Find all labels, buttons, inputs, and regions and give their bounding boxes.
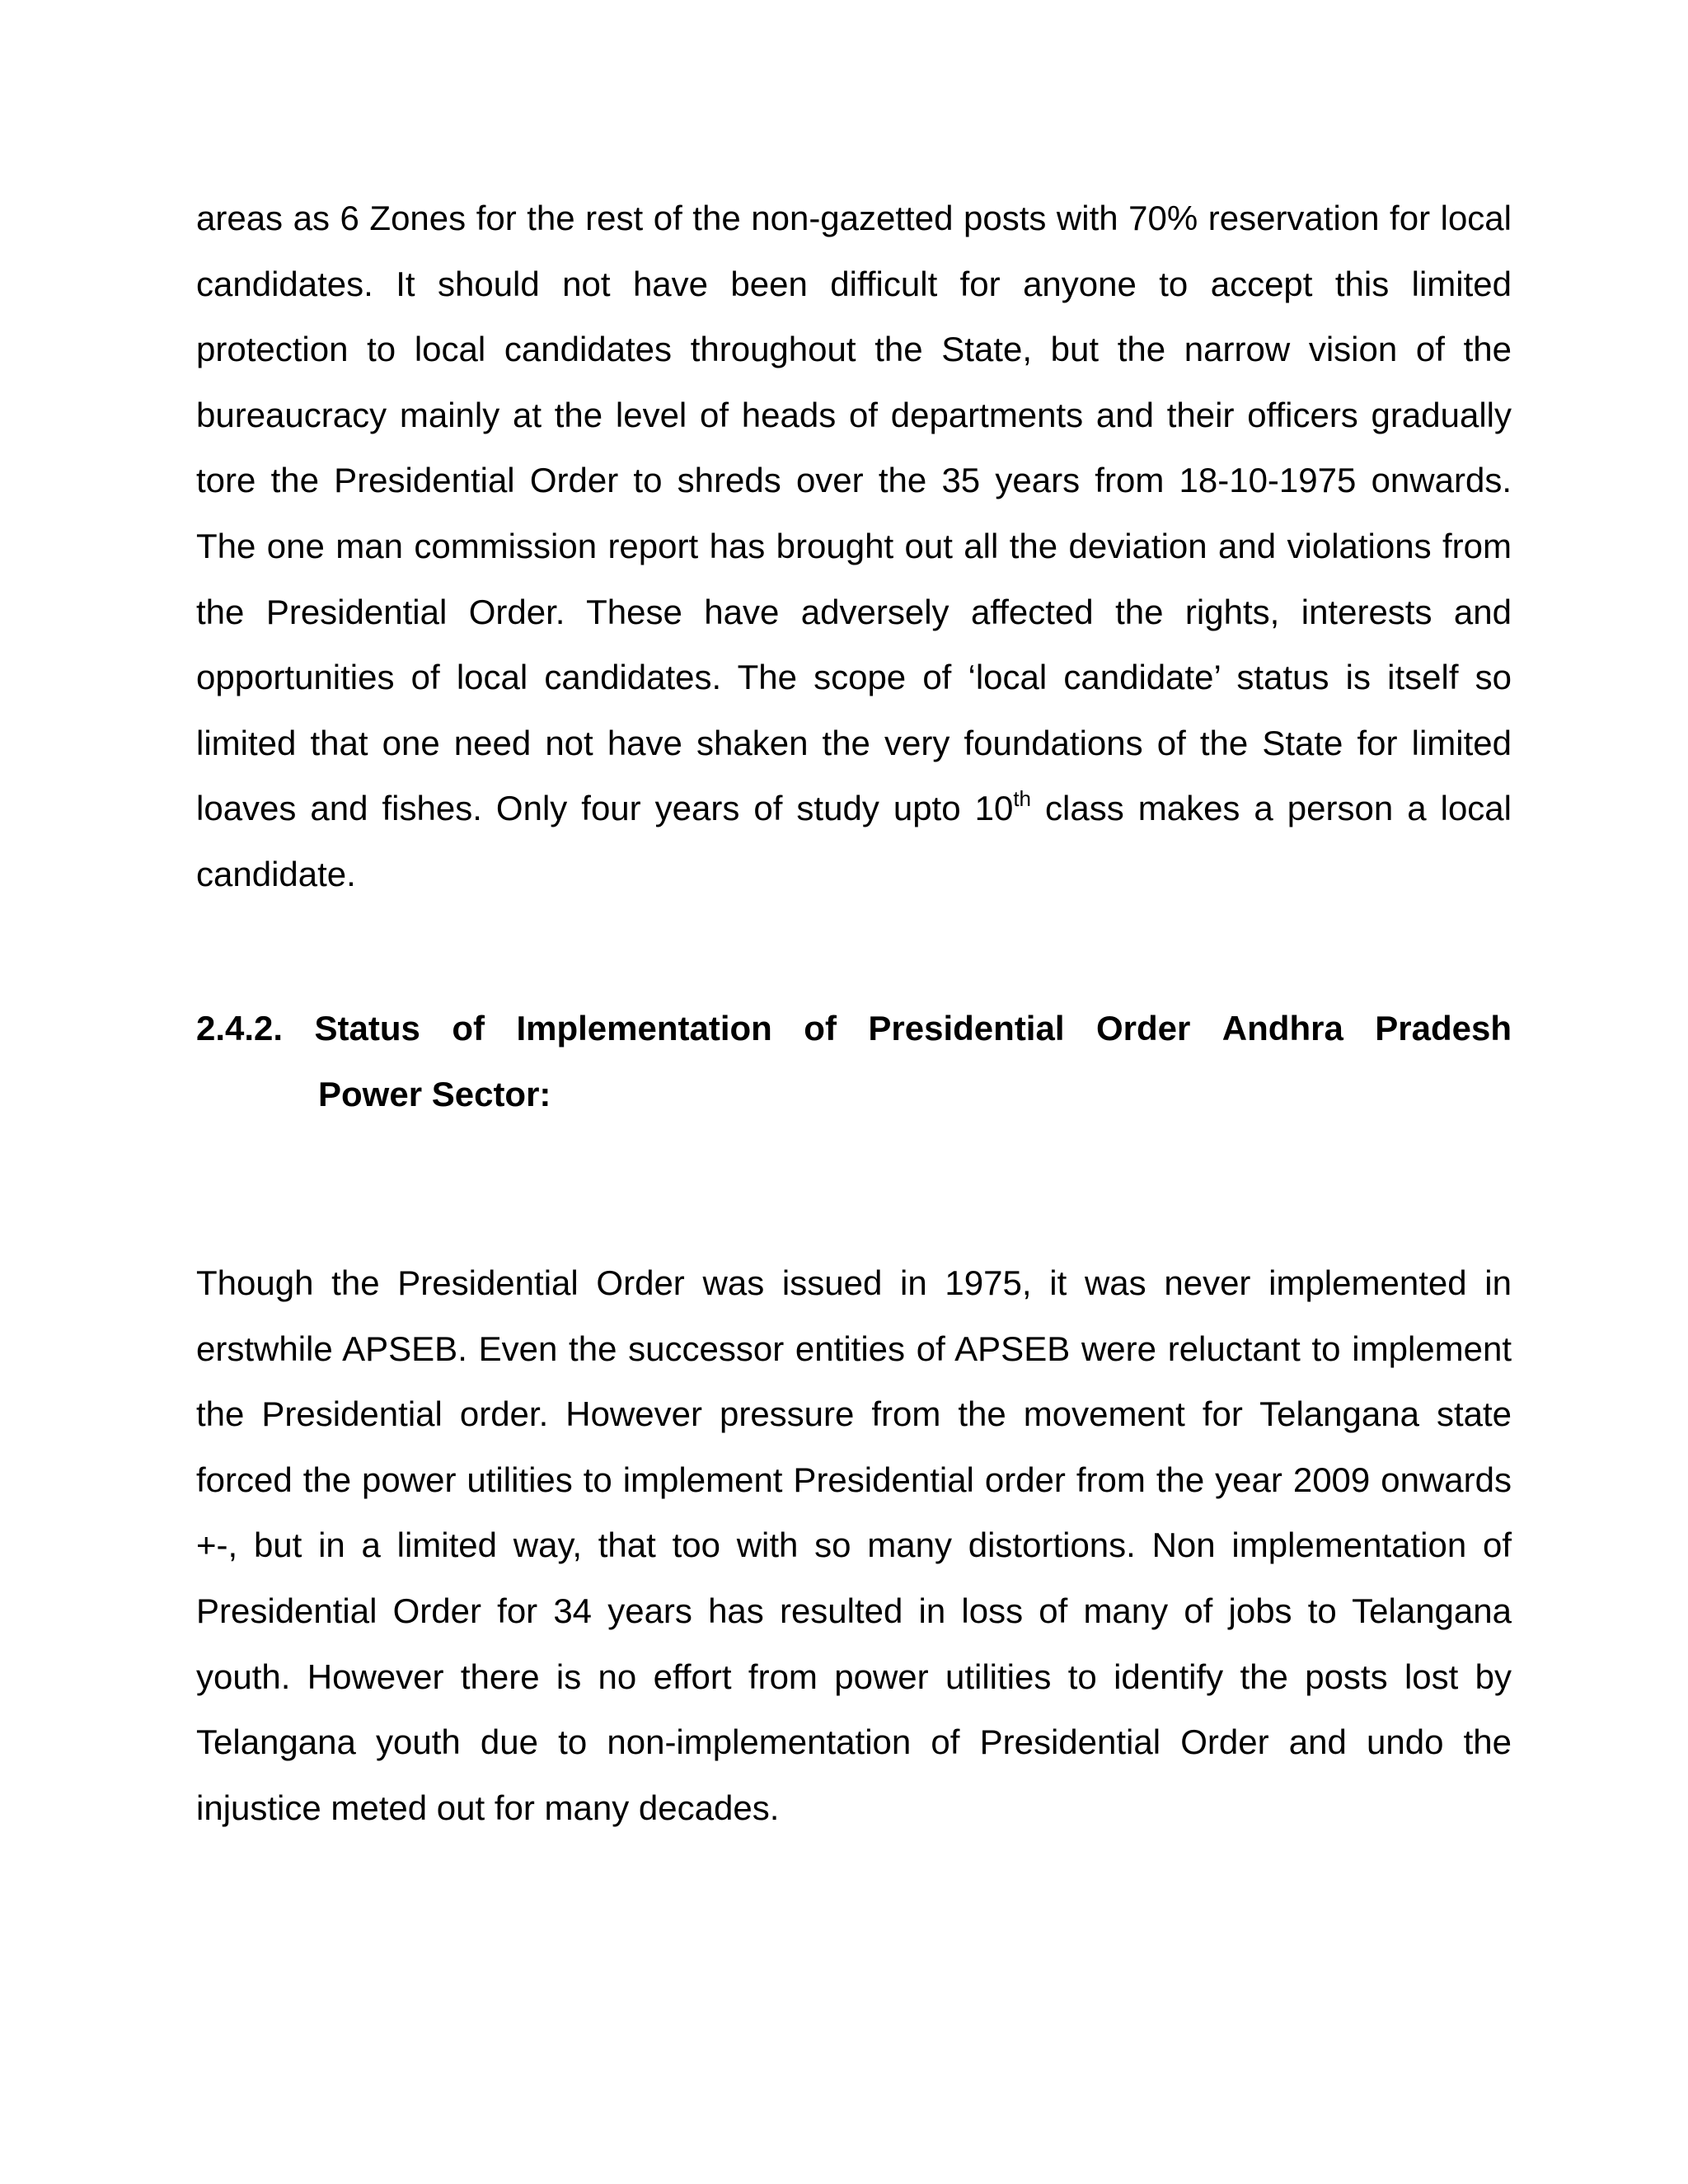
heading-word: Presidential xyxy=(868,1009,1065,1047)
paragraph-1-text-end: class makes a person a local candidate. xyxy=(196,789,1512,893)
heading-word: Pradesh xyxy=(1375,1009,1512,1047)
heading-word: Andhra xyxy=(1221,1009,1343,1047)
heading-word: Order xyxy=(1095,1009,1191,1047)
body-paragraph-1 xyxy=(196,185,1512,907)
section-heading-line-1 xyxy=(196,996,1512,1062)
heading-word: Implementation xyxy=(516,1009,772,1047)
heading-word: Status xyxy=(314,1009,420,1047)
heading-word: of xyxy=(452,1009,485,1047)
heading-word: of xyxy=(804,1009,837,1047)
section-number: 2.4.2. xyxy=(196,1009,284,1047)
section-heading-line-2: Power Sector: xyxy=(318,1074,551,1113)
section-heading xyxy=(196,996,1512,1127)
paragraph-1-text: areas as 6 Zones for the rest of the non-gazetted posts with 70% reservation for local candidates. It should not have been difficult for anyone to accept this limited protection to local candidates throughout the State, but the narrow vision of the bureaucracy mainly at the level of heads of departments and their officers gradually tore the Presidential Order to shreds over the 35 years from 18-10-1975 onwards. The one man commission report has brought out all the deviation and violations from the Presidential Order. These have adversely affected the rights, interests and opportunities of local candidates. The scope of ‘local candidate’ status is itself so limited that one need not have shaken the very foundations of the State for limited loaves and fishes. Only four years of study upto 10 xyxy=(196,199,1512,828)
body-paragraph-2: Though the Presidential Order was issued in 1975, it was never implemented in erstwhile APSEB. Even the successor entities of APSEB were reluctant to implement the Presidential order. However pressure from the movement for Telangana state forced the power utilities to implement Presidential order from the year 2009 onwards +-, but in a limited way, that too with so many distortions. Non implementation of Presidential Order for 34 years has resulted in loss of many of jobs to Telangana youth. However there is no effort from power utilities to identify the posts lost by Telangana youth due to non-implementation of Presidential Order and undo the injustice meted out for many decades. xyxy=(196,1263,1512,1827)
ordinal-superscript: th xyxy=(1013,786,1031,812)
